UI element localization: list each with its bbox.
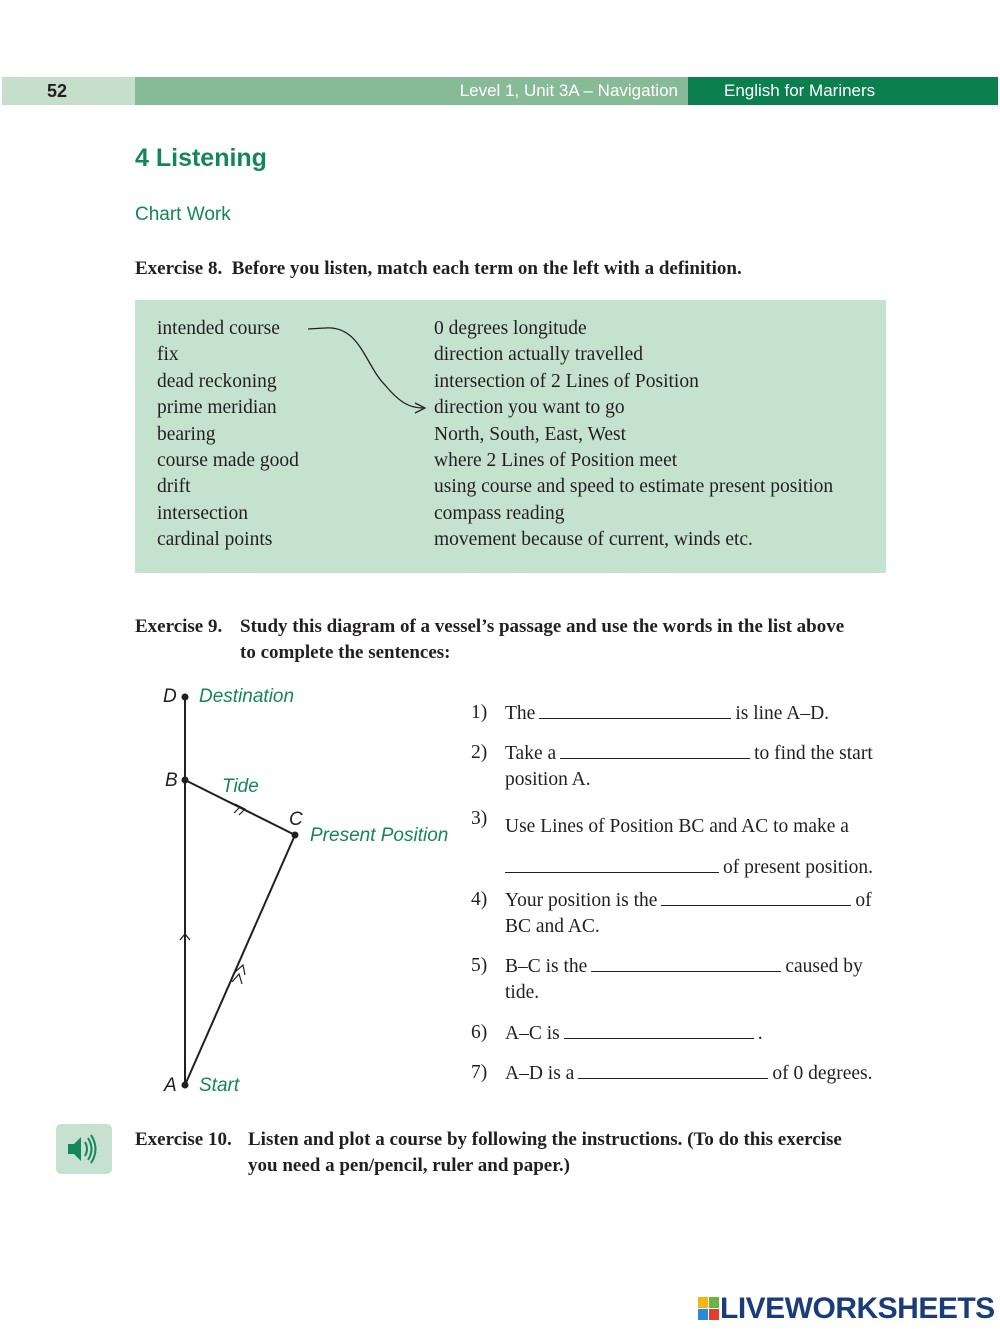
- subsection-title: Chart Work: [135, 204, 231, 225]
- sentence-text: to find the start position A.: [505, 743, 873, 790]
- point-c-label: C: [289, 809, 303, 830]
- definition[interactable]: intersection of 2 Lines of Position: [434, 370, 699, 392]
- sentence-number: 2): [471, 742, 488, 763]
- answer-blank[interactable]: [564, 1020, 754, 1039]
- sentence-number: 4): [471, 889, 488, 910]
- term[interactable]: course made good: [157, 450, 299, 472]
- passage-diagram: [150, 680, 470, 1100]
- sentence-text: Use Lines of Position BC and AC to make a: [505, 816, 849, 837]
- sentence-text: is line A–D.: [735, 703, 830, 724]
- terms-list: [157, 316, 299, 554]
- point-b-label: B: [165, 770, 178, 791]
- definition[interactable]: direction actually travelled: [434, 344, 643, 366]
- answer-blank[interactable]: [661, 887, 851, 906]
- logo-mark-icon: [698, 1297, 720, 1321]
- answer-blank[interactable]: [591, 953, 781, 972]
- definition[interactable]: North, South, East, West: [434, 423, 626, 445]
- definition[interactable]: using course and speed to estimate present position: [434, 476, 834, 498]
- start-label: Start: [199, 1075, 240, 1096]
- watermark-text: LIVEWORKSHEETS: [720, 1292, 995, 1325]
- page-number-text: 52: [47, 81, 68, 101]
- audio-play-button[interactable]: [56, 1124, 112, 1174]
- sentence-number: 7): [471, 1062, 488, 1083]
- point-a-label: A: [164, 1075, 177, 1096]
- sentence-text: A–D is a: [505, 1063, 575, 1084]
- term[interactable]: intended course: [157, 318, 280, 339]
- exercise8-heading: [135, 256, 742, 282]
- sentence-number: 5): [471, 955, 488, 976]
- unit-header: [135, 77, 688, 105]
- term[interactable]: cardinal points: [157, 529, 273, 551]
- sentence-2: [471, 740, 889, 793]
- exercise9-label: Exercise 9.: [135, 616, 223, 637]
- sentence-text: of 0 degrees.: [772, 1063, 873, 1084]
- exercise10-instruction-2: you need a pen/pencil, ruler and paper.): [248, 1155, 570, 1176]
- sentence-number: 6): [471, 1022, 488, 1043]
- exercise10-label: Exercise 10.: [135, 1129, 232, 1150]
- line-a-c: [185, 835, 295, 1085]
- sentence-text: .: [757, 1023, 763, 1044]
- term[interactable]: drift: [157, 476, 191, 498]
- sentence-5: [471, 953, 889, 1006]
- exercise9-heading: [135, 614, 845, 663]
- definitions-list: [434, 316, 833, 554]
- sentence-text: B–C is the: [505, 956, 588, 977]
- term[interactable]: fix: [157, 344, 179, 366]
- destination-label: Destination: [199, 686, 295, 707]
- example-match-arrow: [305, 325, 435, 415]
- sentence-3: [471, 806, 889, 888]
- definition[interactable]: movement because of current, winds etc.: [434, 529, 753, 551]
- sentence-7: [471, 1060, 889, 1087]
- sentence-4: [471, 887, 889, 940]
- sentence-text: of BC and AC.: [505, 890, 872, 937]
- sentence-6: [471, 1020, 889, 1047]
- answer-blank[interactable]: [539, 700, 731, 719]
- point-d-label: D: [163, 686, 177, 707]
- term[interactable]: intersection: [157, 502, 248, 524]
- sentence-text: Your position is the: [505, 890, 658, 911]
- book-header: [688, 77, 998, 105]
- definition[interactable]: compass reading: [434, 502, 565, 524]
- exercise10-heading: [135, 1127, 842, 1176]
- book-title: English for Mariners: [724, 81, 876, 100]
- definition[interactable]: direction you want to go: [434, 397, 625, 419]
- liveworksheets-logo: [698, 1292, 995, 1326]
- answer-blank[interactable]: [560, 740, 750, 759]
- sentence-1: [471, 700, 889, 727]
- definition[interactable]: 0 degrees longitude: [434, 318, 587, 339]
- sentence-text: caused by tide.: [505, 956, 863, 1003]
- term[interactable]: bearing: [157, 423, 216, 445]
- speaker-icon: [56, 1124, 112, 1174]
- term[interactable]: dead reckoning: [157, 370, 277, 392]
- sentence-text: A–C is: [505, 1023, 560, 1044]
- exercise8-label: Exercise 8.: [135, 258, 223, 279]
- exercise10-instruction: Listen and plot a course by following the instructions. (To do this exercise: [248, 1129, 842, 1150]
- sentence-number: 1): [471, 702, 488, 723]
- page-number: [2, 77, 135, 105]
- section-title: 4 Listening: [135, 144, 267, 172]
- sentence-text: Take a: [505, 743, 557, 764]
- exercise9-instruction: Study this diagram of a vessel’s passage and use the words in the list above: [240, 616, 845, 637]
- definition[interactable]: where 2 Lines of Position meet: [434, 450, 678, 472]
- unit-title: Level 1, Unit 3A – Navigation: [459, 81, 678, 100]
- matching-box: [135, 300, 886, 573]
- sentence-number: 3): [471, 808, 488, 829]
- answer-blank[interactable]: [578, 1060, 768, 1079]
- term[interactable]: prime meridian: [157, 397, 277, 419]
- answer-blank[interactable]: [505, 854, 719, 873]
- sentence-text: The: [505, 703, 536, 724]
- tide-label: Tide: [222, 776, 259, 797]
- exercise8-instruction: Before you listen, match each term on the left with a definition.: [231, 258, 742, 279]
- sentence-text: of present position.: [723, 857, 874, 878]
- present-position-label: Present Position: [310, 825, 449, 846]
- exercise9-instruction-2: to complete the sentences:: [240, 642, 451, 663]
